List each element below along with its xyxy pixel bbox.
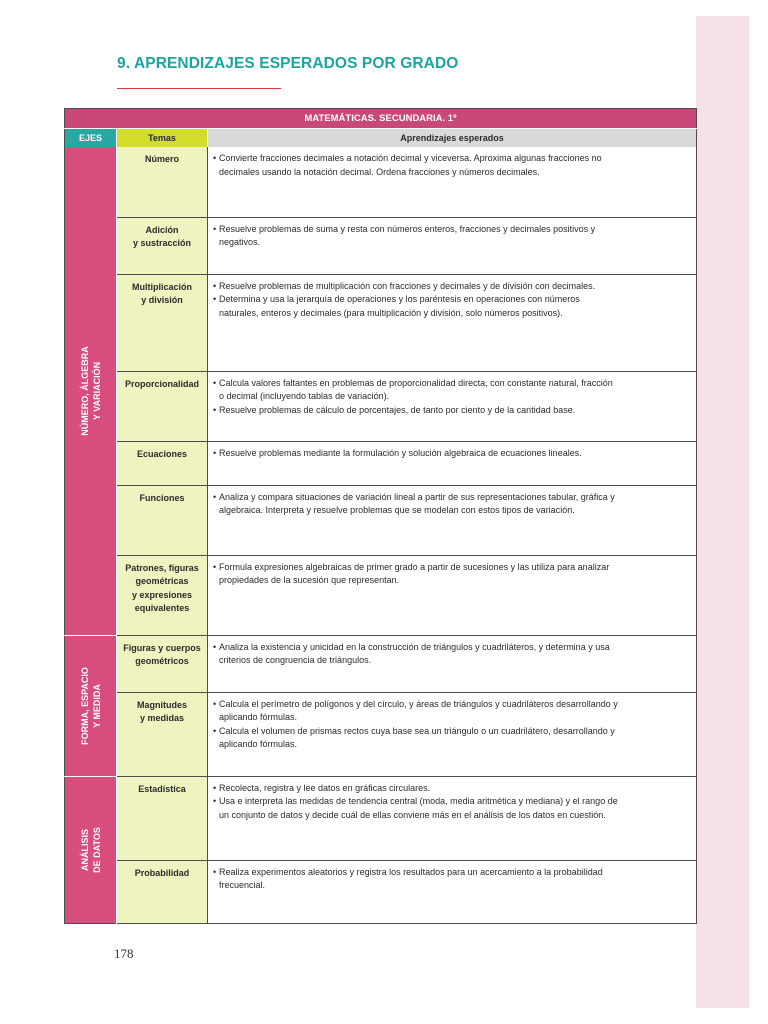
bullet-icon: •	[213, 782, 217, 793]
aprendizajes-cell	[208, 692, 697, 776]
title-underline	[117, 88, 281, 89]
tema-cell: Patrones, figuras geométricas y expresiones equivalentes	[117, 555, 208, 635]
table-title: MATEMÁTICAS. SECUNDARIA. 1º	[65, 109, 697, 129]
learning-item-text: Resuelve problemas de cálculo de porcentajes, de tanto por ciento y de la cantidad base.	[219, 404, 576, 415]
bullet-icon: •	[213, 377, 217, 388]
aprendizajes-cell	[208, 485, 697, 555]
learning-item	[213, 795, 620, 822]
tema-cell: Probabilidad	[117, 860, 208, 923]
learning-item	[213, 782, 620, 796]
table-row	[65, 692, 697, 776]
table-row	[65, 147, 697, 217]
header-ejes: EJES	[65, 129, 117, 148]
bullet-icon: •	[213, 280, 217, 291]
learning-item	[213, 866, 620, 893]
bullet-icon: •	[213, 153, 217, 163]
eje-label: NÚMERO, ÁLGEBRA Y VARIACIÓN	[79, 346, 102, 436]
learning-item-text: Usa e interpreta las medidas de tendencia central (moda, media aritmética y mediana) y el rango de un conjunto de datos y decide cuál de ellas conviene más en el análisis de los datos en cuestión.	[219, 796, 618, 820]
table-row	[65, 776, 697, 860]
bullet-icon: •	[213, 447, 217, 458]
tema-cell: Funciones	[117, 485, 208, 555]
table-row	[65, 274, 697, 371]
learning-item-text: Calcula el perímetro de polígonos y del círculo, y áreas de triángulos y cuadriláteros desarrollando y aplicando fórmulas.	[219, 698, 618, 723]
bullet-icon: •	[213, 561, 217, 572]
header-aprendizajes: Aprendizajes esperados	[208, 129, 697, 148]
tema-cell: Ecuaciones	[117, 441, 208, 485]
learning-item-text: Analiza y compara situaciones de variación lineal a partir de sus representaciones tabular, gráfica y algebraica. Interpreta y resuelve problemas que se modelan con estos tipos de variación.	[219, 491, 615, 516]
learning-item	[213, 377, 620, 404]
aprendizajes-cell	[208, 217, 697, 274]
tema-cell: Proporcionalidad	[117, 371, 208, 441]
learning-item-text: Realiza experimentos aleatorios y registra los resultados para un acercamiento a la probabilidad frecuencial.	[219, 866, 603, 891]
tema-cell: Adición y sustracción	[117, 217, 208, 274]
aprendizajes-cell	[208, 274, 697, 371]
learning-item-text: Resuelve problemas de multiplicación con fracciones y decimales y de división con decimales.	[219, 280, 596, 291]
aprendizajes-cell	[208, 371, 697, 441]
table-row	[65, 485, 697, 555]
learning-item-text: Formula expresiones algebraicas de primer grado a partir de sucesiones y las utiliza para analizar propiedades de la sucesión que representan.	[219, 561, 610, 586]
learning-item	[213, 280, 620, 294]
bullet-icon: •	[213, 866, 217, 877]
tema-cell: Número	[117, 147, 208, 217]
bullet-icon: •	[213, 223, 217, 234]
table-row	[65, 555, 697, 635]
eje-analisis-datos	[65, 776, 117, 923]
bullet-icon: •	[213, 641, 217, 652]
learning-outcomes-table	[64, 108, 697, 924]
table-row	[65, 860, 697, 923]
eje-label: ANÁLISIS DE DATOS	[79, 826, 102, 873]
learning-item-text: Calcula el volumen de prismas rectos cuya base sea un triángulo o un cuadrilátero, desarrollando y aplicando fórmulas.	[219, 725, 615, 750]
tema-cell: Estadística	[117, 776, 208, 860]
learning-item-text: Convierte fracciones decimales a notación decimal y viceversa. Aproxima algunas fracciones no decimales usando la notación decimal. Ordena fracciones y números decimales.	[219, 153, 602, 177]
learning-item-text: Resuelve problemas mediante la formulación y solución algebraica de ecuaciones lineales.	[219, 447, 582, 458]
table-row	[65, 635, 697, 692]
aprendizajes-cell	[208, 635, 697, 692]
learning-item	[213, 223, 620, 250]
bullet-icon: •	[213, 698, 217, 709]
learning-item	[213, 152, 620, 179]
eje-numero-algebra	[65, 147, 117, 635]
table-row	[65, 217, 697, 274]
tema-cell: Multiplicación y división	[117, 274, 208, 371]
bullet-icon: •	[213, 491, 217, 502]
aprendizajes-cell	[208, 776, 697, 860]
learning-item-text: Calcula valores faltantes en problemas de proporcionalidad directa, con constante natural, fracción o decimal (incluyendo tablas de variación).	[219, 377, 613, 402]
aprendizajes-cell	[208, 555, 697, 635]
tema-cell: Magnitudes y medidas	[117, 692, 208, 776]
eje-forma-espacio	[65, 635, 117, 776]
learning-item	[213, 641, 620, 668]
learning-item	[213, 698, 620, 725]
learning-item-text: Determina y usa la jerarquía de operaciones y los paréntesis en operaciones con números naturales, enteros y decimales (para multiplicación y división, solo números positivos).	[219, 294, 580, 318]
learning-item-text: Resuelve problemas de suma y resta con números enteros, fracciones y decimales positivos y negativos.	[219, 223, 596, 248]
learning-item-text: Analiza la existencia y unicidad en la construcción de triángulos y cuadriláteros, y determina y usa criterios de congruencia de triángulos.	[219, 641, 610, 666]
learning-item	[213, 561, 620, 588]
aprendizajes-cell	[208, 441, 697, 485]
learning-item	[213, 293, 620, 320]
page-number: 178	[114, 946, 134, 961]
bullet-icon: •	[213, 404, 217, 415]
tema-cell: Figuras y cuerpos geométricos	[117, 635, 208, 692]
table-row	[65, 441, 697, 485]
bullet-icon: •	[213, 725, 217, 736]
learning-item	[213, 447, 620, 461]
bullet-icon: •	[213, 796, 217, 807]
page-title: 9. APRENDIZAJES ESPERADOS POR GRADO	[117, 55, 459, 72]
aprendizajes-cell	[208, 147, 697, 217]
page-margin-strip	[696, 16, 749, 1008]
learning-item	[213, 404, 620, 418]
table-row	[65, 371, 697, 441]
bullet-icon: •	[213, 294, 217, 305]
learning-item-text: Recolecta, registra y lee datos en gráficas circulares.	[219, 782, 431, 793]
learning-item	[213, 725, 620, 752]
eje-label: FORMA, ESPACIO Y MEDIDA	[79, 666, 102, 745]
learning-item	[213, 491, 620, 518]
aprendizajes-cell	[208, 860, 697, 923]
header-temas: Temas	[117, 129, 208, 148]
